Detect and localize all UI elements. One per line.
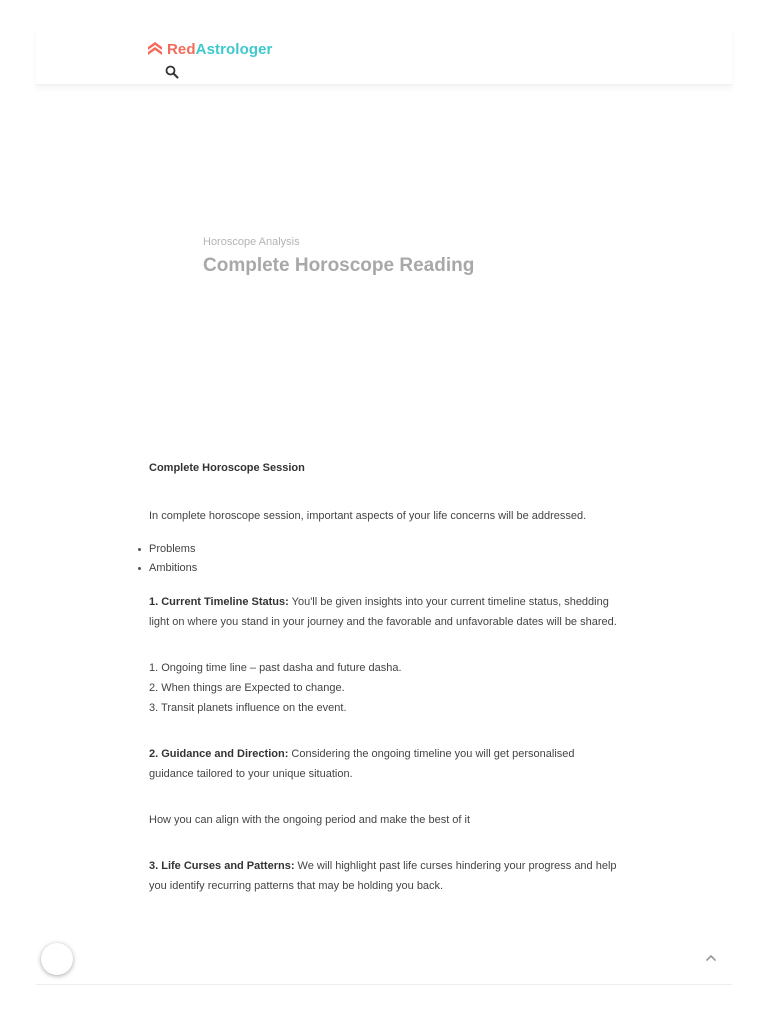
list-item: 1. Ongoing time line – past dasha and future dasha. (149, 662, 402, 674)
section-title: Complete Horoscope Session (149, 462, 305, 474)
paragraph-heading: 1. Current Timeline Status: (149, 596, 289, 608)
timeline-status-paragraph (149, 592, 619, 632)
hero-category: Horoscope Analysis (203, 236, 300, 248)
chevron-up-icon[interactable] (704, 951, 718, 965)
paragraph-heading: 3. Life Curses and Patterns: (149, 860, 295, 872)
paragraph-text: Considering the ongoing timeline you will get personalised guidance tailored to your unique situation. (149, 748, 575, 780)
list-item: Problems (149, 540, 619, 559)
align-paragraph: How you can align with the ongoing period and make the best of it (149, 814, 471, 826)
floating-action-button[interactable] (41, 943, 73, 975)
paragraph-text: We will highlight past life curses hindering your progress and help you identify recurring patterns that may be holding you back. (149, 860, 617, 892)
life-curses-paragraph (149, 856, 619, 896)
paragraph-heading: 2. Guidance and Direction: (149, 748, 289, 760)
intro-paragraph: In complete horoscope session, important aspects of your life concerns will be addressed. (149, 510, 587, 522)
search-icon[interactable] (165, 65, 179, 79)
site-logo[interactable] (146, 40, 272, 58)
page-title: Complete Horoscope Reading (203, 255, 475, 276)
article-content (149, 458, 619, 922)
footer-divider (36, 984, 732, 985)
guidance-paragraph (149, 744, 619, 784)
paragraph-text: You'll be given insights into your current timeline status, shedding light on where you stand in your journey and the favorable and unfavorable dates will be shared. (149, 596, 617, 628)
bullet-list (149, 540, 619, 578)
list-item: 2. When things are Expected to change. (149, 682, 345, 694)
numbered-list (149, 658, 619, 718)
logo-text-red: Red (167, 40, 196, 58)
list-item: Ambitions (149, 559, 619, 578)
list-item: 3. Transit planets influence on the event. (149, 702, 347, 714)
site-header (36, 30, 732, 85)
logo-chevrons-icon (146, 40, 164, 58)
logo-text-teal: Astrologer (195, 40, 273, 58)
